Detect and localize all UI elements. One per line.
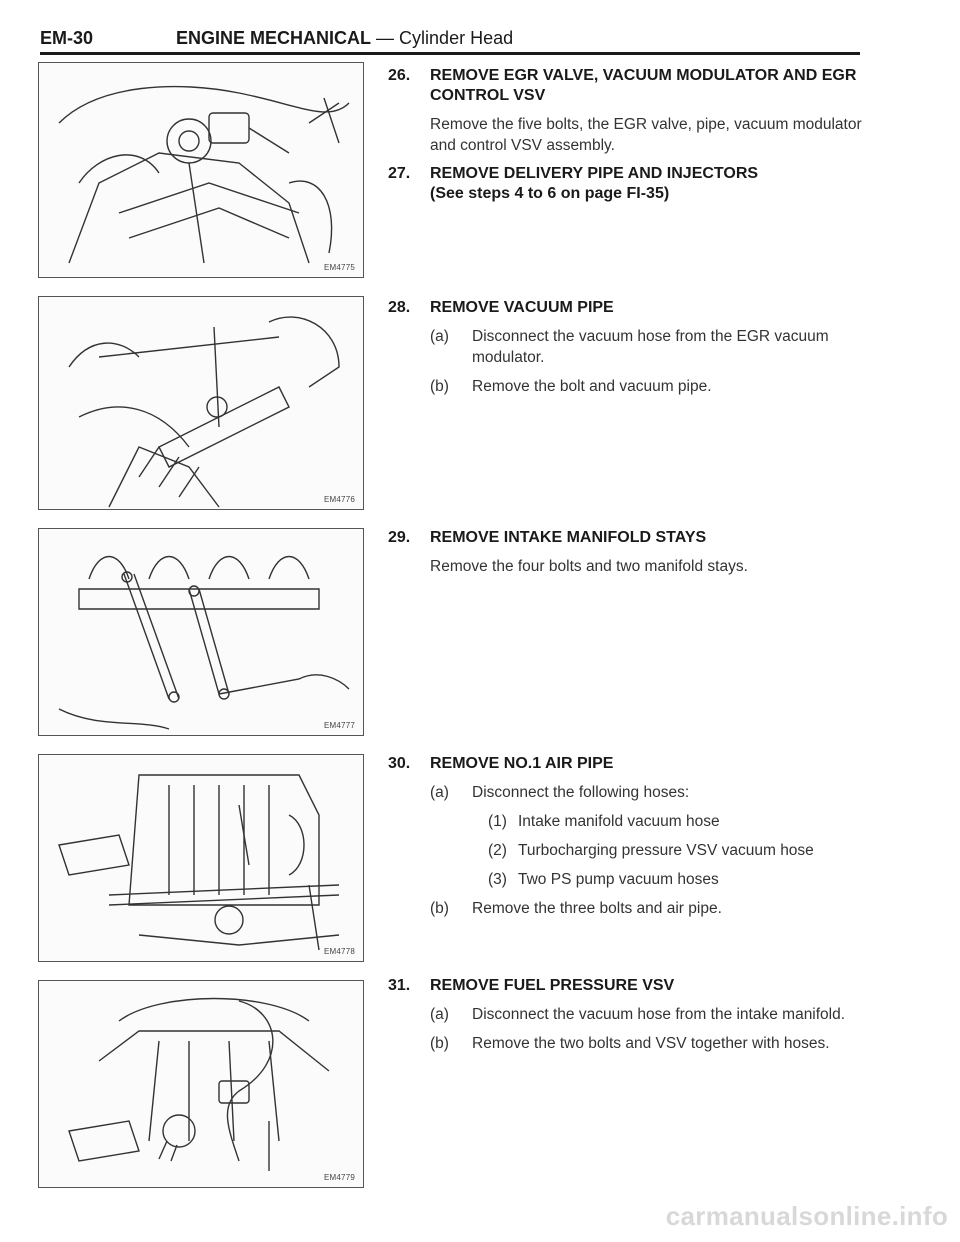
sub-sub-step [488, 869, 864, 890]
step-heading [388, 754, 864, 774]
step-heading [388, 528, 864, 548]
step-heading [388, 976, 864, 996]
step-title: REMOVE FUEL PRESSURE VSV [430, 977, 675, 994]
page-title [176, 28, 513, 49]
step-number: 27. [388, 165, 411, 182]
watermark: carmanualsonline.info [665, 1201, 948, 1231]
sub-step [430, 782, 864, 803]
page-header [40, 28, 860, 54]
engine-illustration-icon [39, 297, 363, 509]
sub-step-label: (b) [430, 900, 449, 917]
step-title: REMOVE INTAKE MANIFOLD STAYS [430, 529, 707, 546]
step-27 [388, 164, 864, 204]
sub-step-text: Disconnect the vacuum hose from the EGR vacuum modulator. [472, 328, 829, 366]
step-heading [388, 164, 864, 204]
sub-sub-step-label: (2) [488, 842, 507, 859]
step-28 [388, 298, 864, 397]
sub-sub-step-text: Intake manifold vacuum hose [518, 813, 720, 830]
sub-step [430, 1033, 864, 1054]
sub-step-label: (a) [430, 1006, 449, 1023]
sub-step-text: Remove the bolt and vacuum pipe. [472, 378, 712, 395]
step-number: 29. [388, 529, 411, 546]
step-heading [388, 298, 864, 318]
sub-sub-step-text: Turbocharging pressure VSV vacuum hose [518, 842, 814, 859]
sub-step [430, 1004, 864, 1025]
section-code: EM-30 [40, 28, 94, 48]
figure-air-pipe [38, 754, 364, 962]
engine-illustration-icon [39, 981, 363, 1187]
figure-vacuum-pipe [38, 296, 364, 510]
sub-step-label: (b) [430, 378, 449, 395]
sub-step-label: (b) [430, 1035, 449, 1052]
step-title: REMOVE NO.1 AIR PIPE [430, 755, 614, 772]
figure-code: EM4778 [324, 947, 355, 956]
header-rule [40, 52, 860, 55]
step-31 [388, 976, 864, 1054]
step-number: 31. [388, 977, 411, 994]
sub-sub-step [488, 811, 864, 832]
sub-step-text: Remove the two bolts and VSV together with hoses. [472, 1035, 830, 1052]
step-title: REMOVE DELIVERY PIPE AND INJECTORS [430, 165, 759, 182]
step-title: REMOVE VACUUM PIPE [430, 299, 614, 316]
step-text: Remove the five bolts, the EGR valve, pipe, vacuum modulator and control VSV assembly. [430, 116, 862, 154]
sub-step [430, 326, 864, 368]
sub-step [430, 376, 864, 397]
sub-step-text: Disconnect the vacuum hose from the intake manifold. [472, 1006, 846, 1023]
step-title: REMOVE EGR VALVE, VACUUM MODULATOR AND EGR CONTROL VSV [430, 67, 857, 104]
sub-sub-step-label: (3) [488, 871, 507, 888]
figure-fuel-pressure-vsv [38, 980, 364, 1188]
sub-step [430, 898, 864, 919]
sub-step-label: (a) [430, 328, 449, 345]
title-separator: — [376, 28, 395, 48]
figure-code: EM4776 [324, 495, 355, 504]
engine-illustration-icon [39, 529, 363, 735]
figure-code: EM4775 [324, 263, 355, 272]
step-30 [388, 754, 864, 919]
step-26 [388, 66, 864, 156]
engine-illustration-icon [39, 755, 363, 961]
engine-illustration-icon [39, 63, 363, 277]
step-29 [388, 528, 864, 577]
sub-step-text: Disconnect the following hoses: [472, 784, 690, 801]
subsection-name: Cylinder Head [399, 28, 514, 48]
step-number: 28. [388, 299, 411, 316]
sub-step-label: (a) [430, 784, 449, 801]
step-heading [388, 66, 864, 106]
figure-code: EM4777 [324, 721, 355, 730]
step-text: Remove the four bolts and two manifold stays. [430, 558, 748, 575]
sub-sub-step-label: (1) [488, 813, 507, 830]
step-reference: (See steps 4 to 6 on page FI-35) [430, 185, 670, 202]
sub-sub-step-text: Two PS pump vacuum hoses [518, 871, 719, 888]
figure-manifold-stays [38, 528, 364, 736]
sub-step-text: Remove the three bolts and air pipe. [472, 900, 722, 917]
step-number: 26. [388, 67, 411, 84]
section-name: ENGINE MECHANICAL [176, 28, 372, 48]
sub-sub-step [488, 840, 864, 861]
figure-code: EM4779 [324, 1173, 355, 1182]
step-number: 30. [388, 755, 411, 772]
figure-egr-valve [38, 62, 364, 278]
